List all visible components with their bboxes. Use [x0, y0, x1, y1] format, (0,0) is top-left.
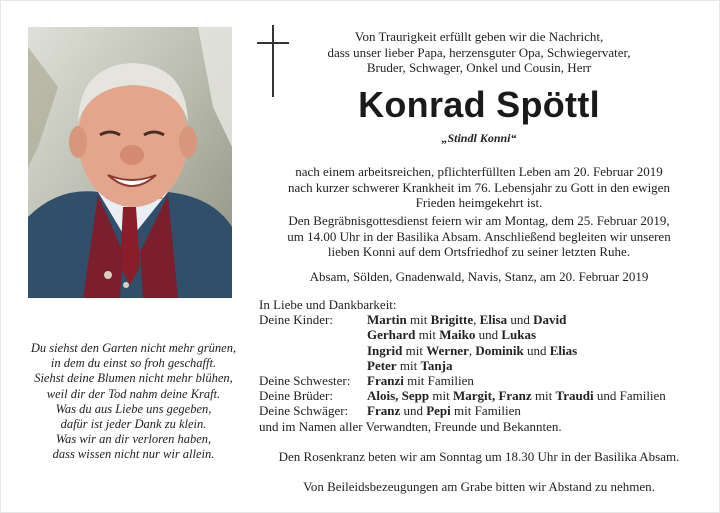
funeral-service-paragraph — [259, 213, 699, 260]
paragraph-line: Frieden heimgekehrt ist. — [415, 195, 543, 211]
poem-line: in dem du einst so froh geschafft. — [50, 356, 217, 371]
children-label: Deine Kinder: — [259, 312, 334, 328]
family-row-children — [259, 358, 709, 373]
poem-line: Du siehst den Garten nicht mehr grünen, — [30, 341, 237, 355]
portrait-photo — [28, 27, 232, 298]
intro-line: Bruder, Schwager, Onkel und Cousin, Herr — [366, 60, 592, 76]
inlaws-label: Deine Schwäger: — [259, 403, 349, 419]
family-intro-text: In Liebe und Dankbarkeit: — [259, 297, 397, 312]
family-row-children — [259, 343, 709, 358]
intro-line: dass unser lieber Papa, herzensguter Opa, Schwiegervater, — [327, 44, 631, 60]
child-entry: Peter mit Tanja — [367, 357, 453, 373]
condolence-notice — [259, 479, 699, 495]
paragraph-line: lieben Konni auf dem Ortsfriedhof zu seiner letzten Ruhe. — [327, 244, 631, 260]
paragraph-line: nach einem arbeitsreichen, pflichterfüllten Leben am 20. Februar 2019 — [295, 164, 663, 179]
inlaws-entry: Franz und Pepi mit Familien — [367, 403, 521, 419]
family-row-brothers — [259, 388, 709, 403]
portrait-illustration — [28, 27, 232, 298]
sister-label: Deine Schwester: — [259, 373, 351, 389]
poem-line: weil dir der Tod nahm deine Kraft. — [46, 386, 221, 401]
announcement-intro — [259, 29, 699, 76]
sister-entry: Franzi mit Familien — [367, 373, 474, 389]
child-entry: Martin mit Brigitte, Elisa und David — [367, 312, 567, 328]
family-row-children — [259, 312, 709, 327]
rosary-text: Den Rosenkranz beten wir am Sonntag um 18.30 Uhr in der Basilika Absam. — [278, 449, 680, 464]
family-list — [259, 297, 709, 434]
poem-line: dass wissen nicht nur wir allein. — [52, 447, 215, 462]
condolence-text: Von Beileidsbezeugungen am Grabe bitten wir Abstand zu nehmen. — [303, 479, 655, 494]
family-closing — [259, 419, 709, 434]
family-row-sister — [259, 373, 709, 388]
brothers-entry: Alois, Sepp mit Margit, Franz mit Traudi und Familien — [367, 388, 666, 404]
place-date — [259, 269, 699, 285]
paragraph-line: Den Begräbnisgottesdienst feiern wir am Montag, dem 25. Februar 2019, — [288, 213, 670, 228]
paragraph-line: um 14.00 Uhr in der Basilika Absam. Anschließend begleiten wir unseren — [287, 228, 671, 244]
poem-line: Was wir an dir verloren haben, — [55, 432, 212, 447]
place-date-text: Absam, Sölden, Gnadenwald, Navis, Stanz, am 20. Februar 2019 — [309, 269, 649, 284]
brothers-label: Deine Brüder: — [259, 388, 334, 404]
deceased-name: Konrad Spöttl — [358, 84, 600, 125]
intro-line: Von Traurigkeit erfüllt geben wir die Nachricht, — [354, 29, 604, 44]
family-closing-text: und im Namen aller Verwandten, Freunde und Bekannten. — [259, 418, 562, 434]
child-entry: Gerhard mit Maiko und Lukas — [367, 327, 537, 343]
poem-line: Siehst deine Blumen nicht mehr blühen, — [34, 371, 233, 386]
family-row-inlaws — [259, 403, 709, 418]
deceased-nickname: „Stindl Konni“ — [441, 131, 517, 145]
poem-line: Was du aus Liebe uns gegeben, — [55, 401, 212, 416]
family-intro — [259, 297, 709, 312]
paragraph-line: nach kurzer schwerer Krankheit im 76. Lebensjahr zu Gott in den ewigen — [288, 179, 670, 195]
death-notice-paragraph — [259, 164, 699, 211]
poem-line: dafür ist jeder Dank zu klein. — [60, 417, 207, 432]
child-entry: Ingrid mit Werner, Dominik und Elias — [367, 342, 578, 358]
rosary-notice — [259, 449, 699, 465]
memorial-poem — [11, 341, 256, 463]
family-row-children — [259, 327, 709, 342]
